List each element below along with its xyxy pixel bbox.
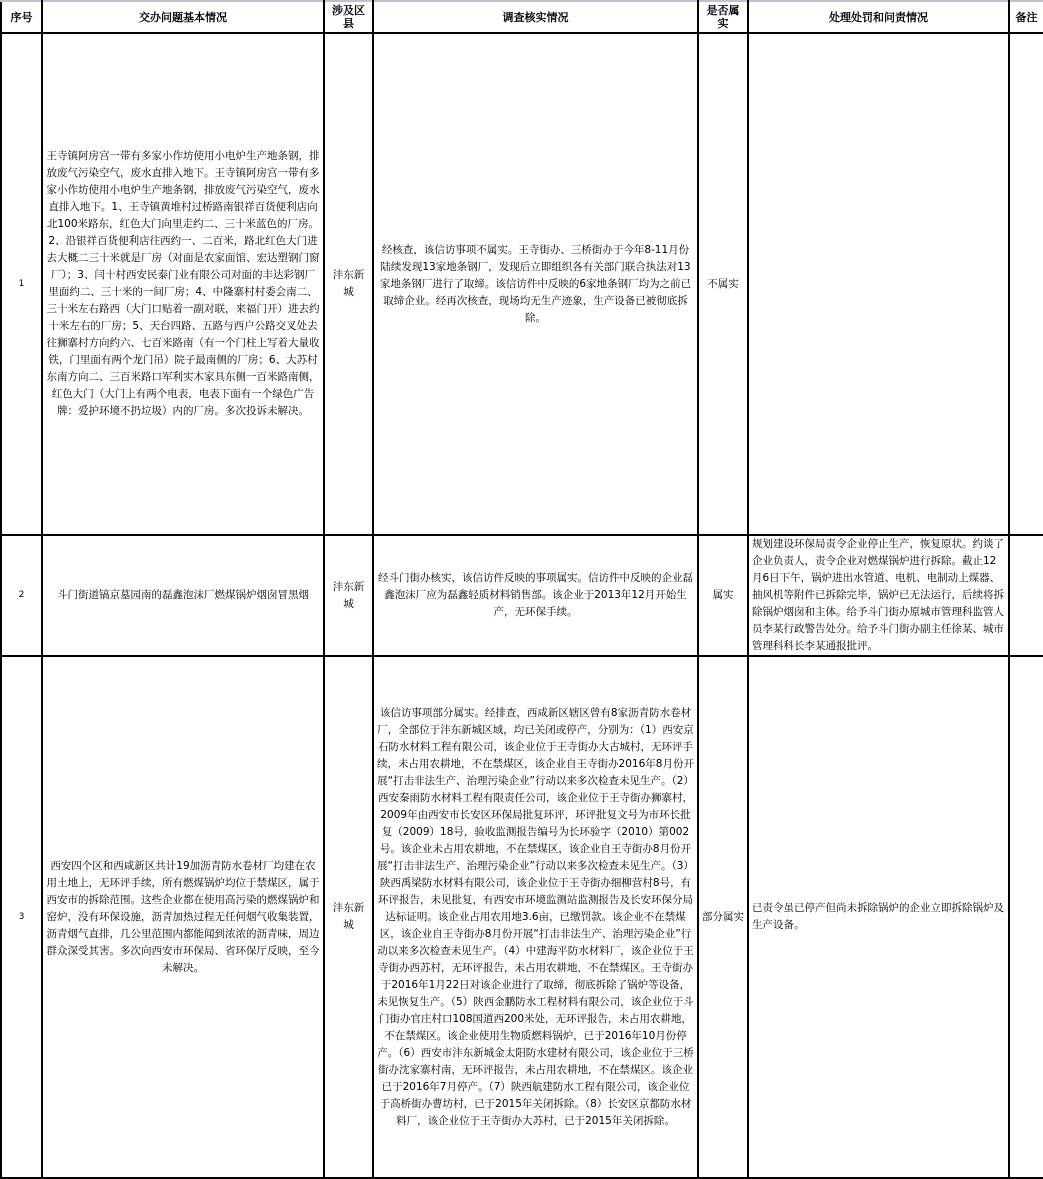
header-investigation: 调查核实情况 xyxy=(373,1,698,33)
cell-investigation: 该信访事项部分属实。经排查，西咸新区辖区曾有8家沥青防水卷材厂，全部位于沣东新城区域，均已关闭或停产，分别为：（1）西安京石防水材料工程有限公司，该企业位于王寺街办大古城村，无环评手续，未占用农耕地，不在禁煤区，该企业自王寺街办2016年8月份开展“打击非法生产、治理污染企业”行动以来多次检查未见生产。（2）西安秦雨防水材料工程有限责任公司，该企业位于王寺街办狮寨村，2009年由西安市长安区环保局批复环评，环评批复文号为市环长批复（2009）18号，验收监测报告编号为长环验字（2010）第002号。该企业未占用农耕地，不在禁煤区，该企业自王寺街办8月份开展“打击非法生产、治理污染企业”行动以来多次检查未见生产。（3）陕西禹梁防水材料有限公司，该企业位于王寺街办细柳营村8号，有环评报告，未见批复，有西安市环境监测站监测报告及长安环保分局达标证明。该企业占用农用地3.6亩，已缴罚款。该企业不在禁煤区，该企业自王寺街办8月份开展“打击非法生产、治理污染企业”行动以来多次检查未见生产。（4）中建海平防水材料厂，该企业位于王寺街办西苏村，无环评报告，未占用农耕地，不在禁煤区。王寺街办于2016年1月22日对该企业进行了取缔，彻底拆除了锅炉等设备，未见恢复生产。（5）陕西金鹏防水工程材料有限公司，该企业位于斗门街办官庄村口108国道西200米处，无环评报告，未占用农耕地，不在禁煤区。该企业使用生物质燃料锅炉，已于2016年10月份停产。（6）西安市沣东新城金太阳防水建材有限公司，该企业位于三桥街办沈家寨村南，无环评报告，未占用农耕地，不在禁煤区。该企业已于2016年7月停产。（7）陕西航建防水工程有限公司，该企业位于高桥街办曹坊村，已于2015年关闭拆除。（8）长安区京都防水材料厂，该企业位于王寺街办大苏村，已于2015年关闭拆除。 xyxy=(373,656,698,1178)
cell-problem: 西安四个区和西咸新区共计19加沥青防水卷材厂均建在农用土地上，无环评手续，所有燃煤锅炉均位于禁煤区，属于西安市的拆除范围。这些企业都在使用高污染的燃煤锅炉和窑炉，没有环保设施，沥青加热过程无任何烟气收集装置，沥青烟气直排，几公里范围内都能闻到浓浓的沥青味，周边群众深受其害。多次向西安市环保局、省环保厅反映，至今未解决。 xyxy=(42,656,324,1178)
cell-index: 3 xyxy=(1,656,42,1178)
table-row xyxy=(1,33,1043,535)
cell-index: 2 xyxy=(1,535,42,656)
cell-district: 沣东新城 xyxy=(324,656,373,1178)
cell-investigation: 经斗门街办核实，该信访件反映的事项属实。信访件中反映的企业磊鑫泡沫厂应为磊鑫轻质材料销售部。该企业于2013年12月开始生产，无环保手续。 xyxy=(373,535,698,656)
cell-problem: 王寺镇阿房宫一带有多家小作坊使用小电炉生产地条钢，排放废气污染空气，废水直排入地下。王寺镇阿房宫一带有多家小作坊使用小电炉生产地条钢，排放废气污染空气，废水直排入地下。1、王寺镇黄堆村过桥路南银祥百货便利店向北100米路东，红色大门向里走约二、三十米蓝色的厂房。2、沿银祥百货便利店往西约一、二百米，路北红色大门进去大概二三十米就是厂房（对面是农家面馆、宏达塑钢门窗厂）；3、闫十村西安民泰门业有限公司对面的丰达彩钢厂里面约二、三十米的一间厂房；4、中隆寨村村委会南二、三十米左右路西（大门口贴着一副对联，来福门开）进去约十米左右的厂房；5、天台四路、五路与西户公路交叉处去往狮寨村方向约六、七百米路南（有一个门柱上写着大量收铁，门里面有两个龙门吊）院子最南侧的厂房；6、大苏村东南方向二、三百米路口军利实木家具东侧一百米路南侧，红色大门（大门上有两个电表，电表下面有一个绿色广告牌：爱护环境不扔垃圾）内的厂房。多次投诉未解决。 xyxy=(42,33,324,535)
header-problem: 交办问题基本情况 xyxy=(42,1,324,33)
header-verified: 是否属实 xyxy=(698,1,748,33)
cell-remarks xyxy=(1009,33,1043,535)
cell-remarks xyxy=(1009,656,1043,1178)
cell-handling xyxy=(748,33,1009,535)
table-row xyxy=(1,656,1043,1178)
cell-district: 沣东新城 xyxy=(324,535,373,656)
cell-handling: 已责令虽已停产但尚未拆除锅炉的企业立即拆除锅炉及生产设备。 xyxy=(748,656,1009,1178)
cell-verified: 部分属实 xyxy=(698,656,748,1178)
table-row xyxy=(1,535,1043,656)
cell-handling: 规划建设环保局责令企业停止生产，恢复原状。约谈了企业负责人，责令企业对燃煤锅炉进行拆除。截止12月6日下午，锅炉进出水管道、电机、电制动上煤器、抽风机等附件已拆除完毕，锅炉已无法运行，后续将拆除锅炉烟囱和主体。给予斗门街办原城市管理科监管人员李某行政警告处分。给予斗门街办副主任徐某、城市管理科科长李某通报批评。 xyxy=(748,535,1009,656)
cell-problem: 斗门街道镐京墓园南的磊鑫泡沫厂燃煤锅炉烟囱冒黑烟 xyxy=(42,535,324,656)
header-district: 涉及区县 xyxy=(324,1,373,33)
cell-index: 1 xyxy=(1,33,42,535)
header-handling: 处理处罚和问责情况 xyxy=(748,1,1009,33)
header-remarks: 备注 xyxy=(1009,1,1043,33)
cell-remarks xyxy=(1009,535,1043,656)
cell-district: 沣东新城 xyxy=(324,33,373,535)
header-index: 序号 xyxy=(1,1,42,33)
header-row xyxy=(1,1,1043,33)
cell-verified: 不属实 xyxy=(698,33,748,535)
cell-verified: 属实 xyxy=(698,535,748,656)
cell-investigation: 经核查，该信访事项不属实。王寺街办、三桥街办于今年8-11月份陆续发现13家地条钢厂，发现后立即组织各有关部门联合执法对13家地条钢厂进行了取缔。该信访件中反映的6家地条钢厂均为之前已取缔企业。经再次核查，现场均无生产迹象，生产设备已被彻底拆除。 xyxy=(373,33,698,535)
